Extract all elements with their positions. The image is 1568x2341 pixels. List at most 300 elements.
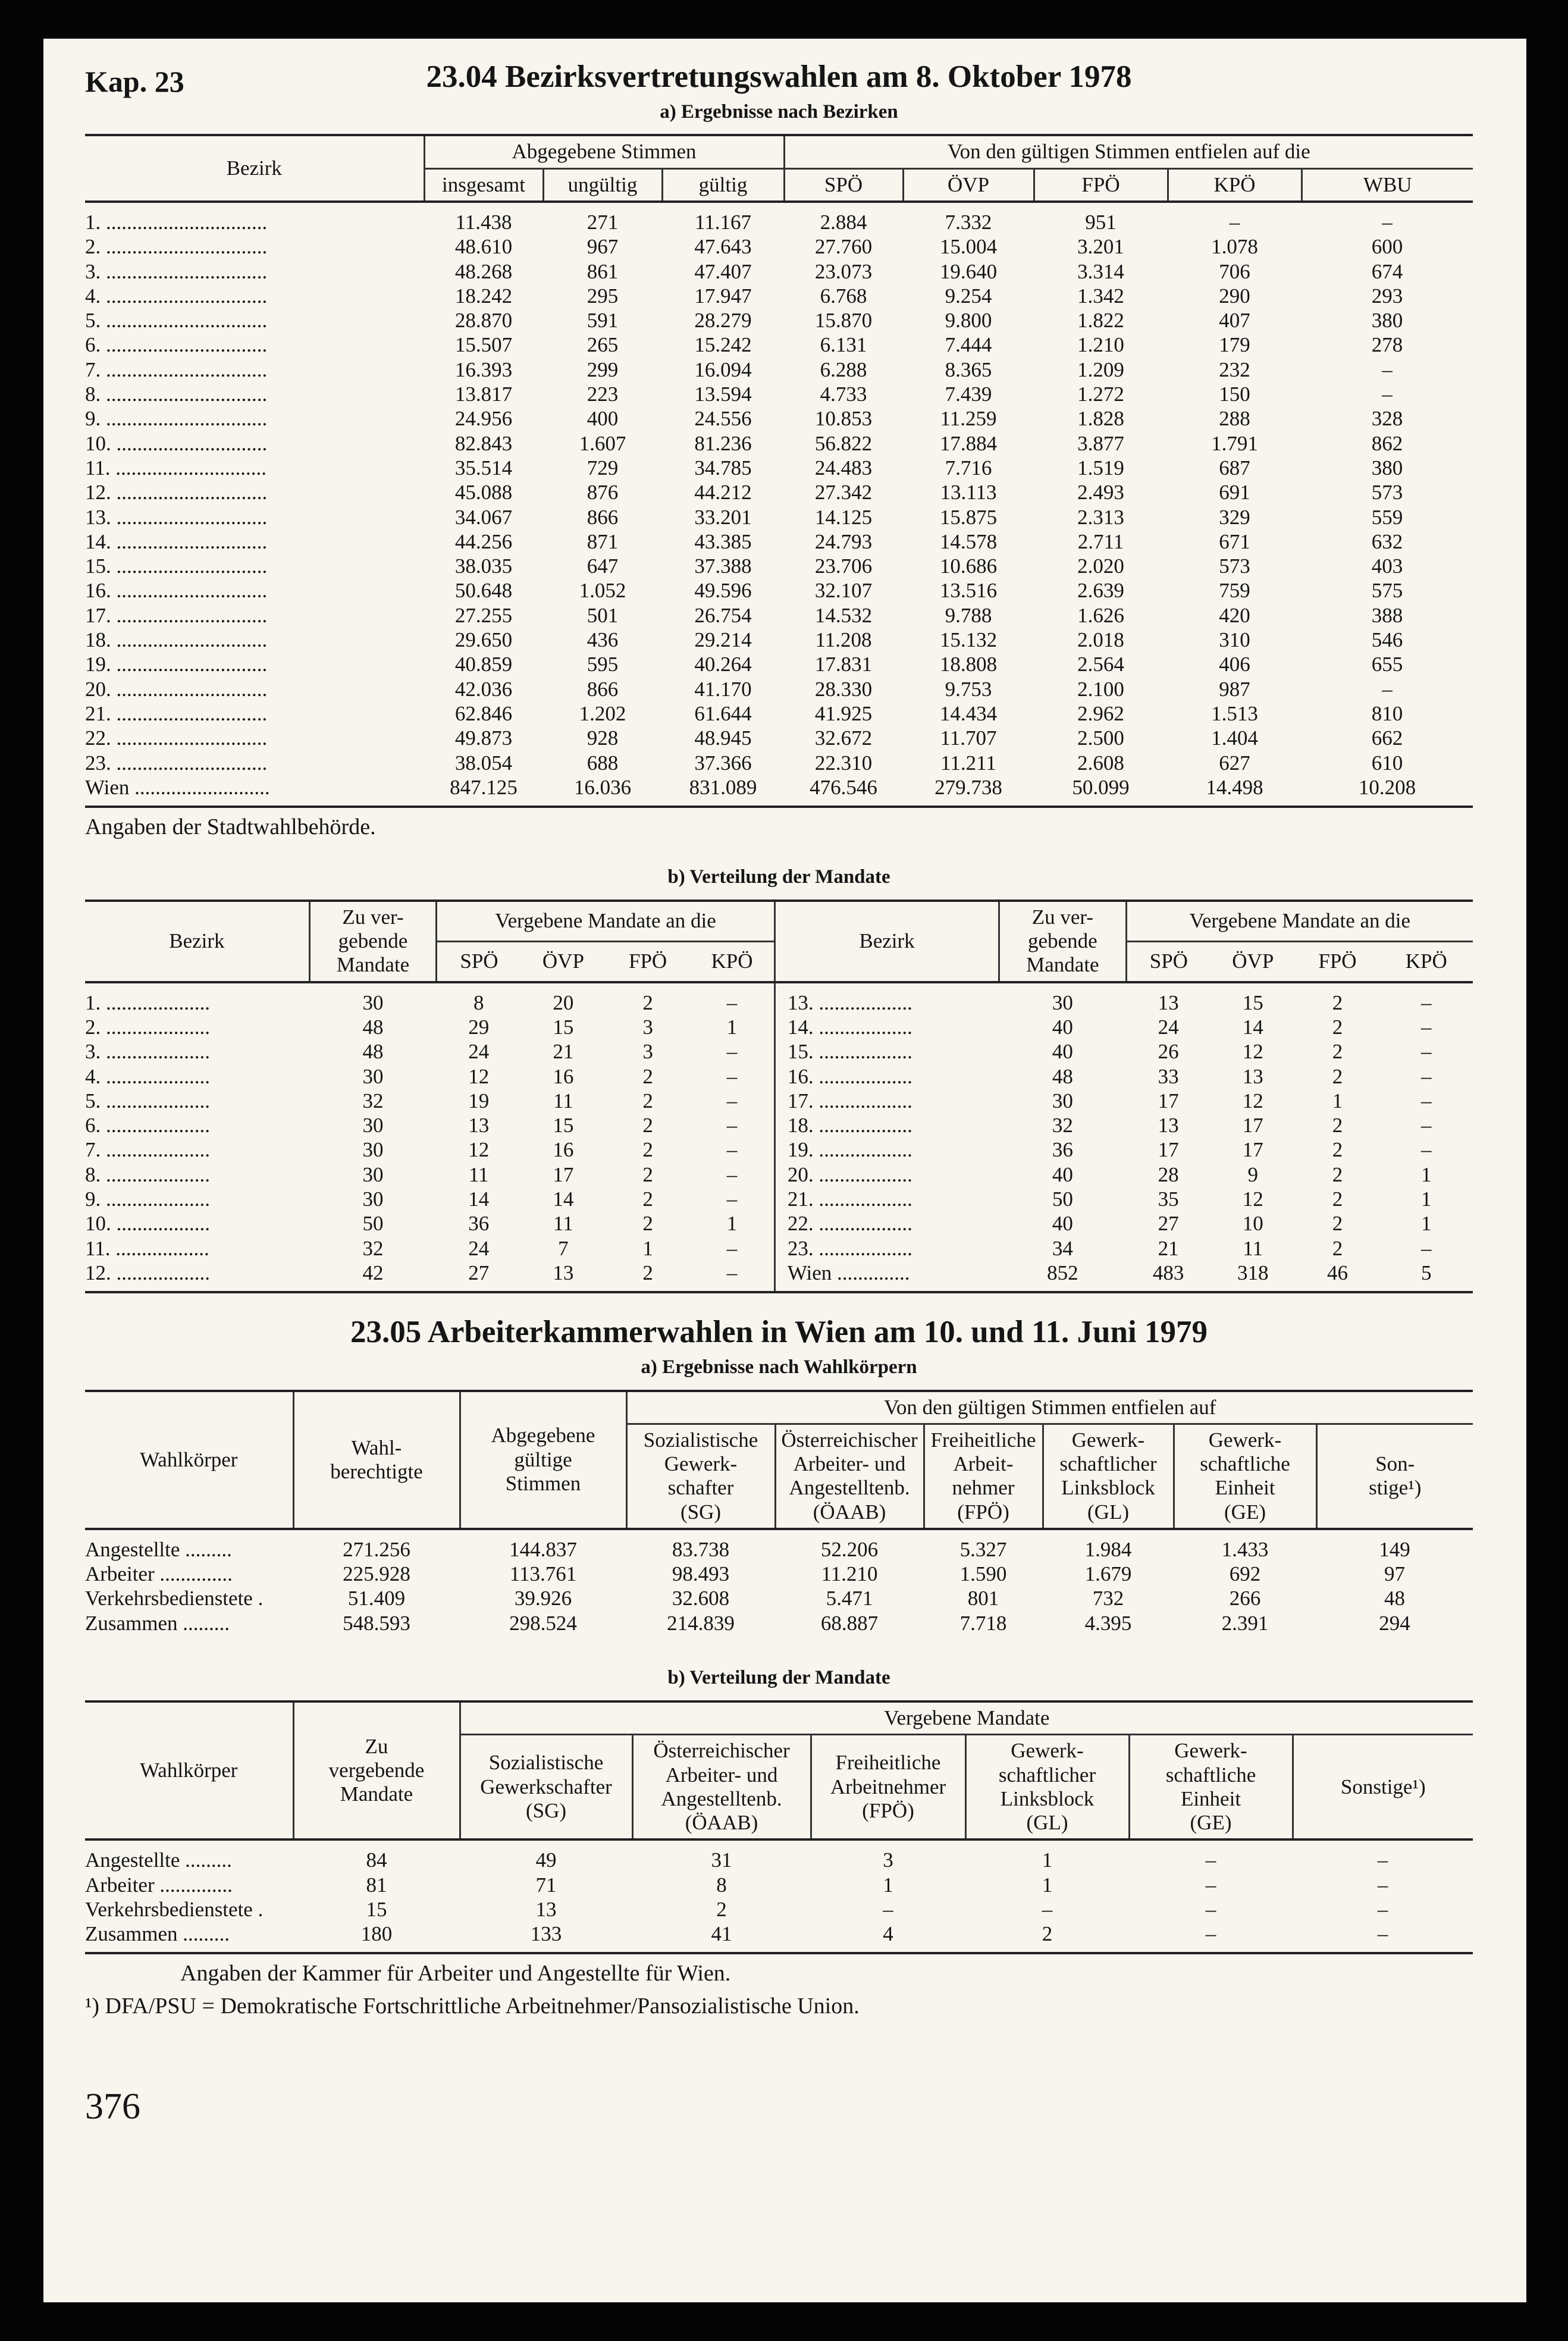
cell-value: 56.822 (814, 431, 873, 455)
cell-value: 3 (642, 1015, 653, 1039)
cell-value: 9 (1247, 1162, 1259, 1186)
cell-value: 28.279 (694, 309, 752, 333)
table-row (85, 1236, 1473, 1261)
subheader-cell: Gewerk- schaftlicher Linksblock (GL) (1043, 1424, 1174, 1529)
cell-value: 5 (1380, 1261, 1473, 1292)
cell-value: 10 (1242, 1212, 1263, 1236)
table-row (85, 1839, 1473, 1872)
cell-value: – (1382, 210, 1393, 234)
cell-value: 2 (1332, 1138, 1343, 1162)
cell-value: 33 (1158, 1064, 1179, 1088)
subheader-cell: SPÖ (784, 168, 903, 202)
cell-value: 50.648 (454, 579, 513, 603)
cell-value: – (1377, 1873, 1388, 1897)
row-label: Wien .......................... (85, 775, 424, 807)
cell-value: 19.640 (939, 259, 998, 283)
subheader-cell: WBU (1302, 168, 1473, 202)
cell-value: 32 (362, 1089, 384, 1112)
row-label: 13. .................. (774, 982, 999, 1015)
row-label: 21. ............................. (85, 701, 268, 725)
cell-value: 13 (1158, 1114, 1179, 1137)
row-label: 15. .................. (774, 1039, 999, 1064)
cell-value: 34.067 (454, 505, 513, 529)
table-2304-b (85, 900, 1473, 1293)
cell-value: – (1293, 1922, 1473, 1953)
cell-value: 11.211 (940, 751, 996, 775)
cell-value: 1.626 (1077, 603, 1124, 627)
cell-value: 16.094 (694, 358, 752, 381)
cell-value: 13.516 (939, 579, 998, 603)
cell-value: 501 (587, 603, 619, 627)
cell-value: 15 (553, 1015, 574, 1039)
cell-value: 14.578 (939, 529, 998, 553)
row-label: Verkehrsbedienstete . (85, 1897, 264, 1921)
table-row (85, 982, 1473, 1015)
table-2305-b-body (85, 1839, 1473, 1953)
cell-value: – (1377, 1897, 1388, 1921)
cell-value: 17 (1242, 1114, 1263, 1137)
table-row (85, 308, 1473, 333)
cell-value: 13.594 (694, 383, 752, 406)
cell-value: 4.395 (1084, 1611, 1132, 1635)
cell-value: 573 (1371, 481, 1403, 504)
cell-value: 71 (535, 1873, 557, 1897)
cell-value: 39.926 (514, 1587, 572, 1610)
cell-value: 27 (437, 1261, 521, 1292)
cell-value: 15 (1242, 991, 1263, 1014)
cell-value: 17 (1242, 1138, 1263, 1162)
cell-value: 610 (1371, 751, 1403, 775)
row-label: 6. ............................... (85, 333, 268, 357)
section-2305-subtitle-a: a) Ergebnisse nach Wahlkörpern (641, 1356, 917, 1378)
subheader-cell: ÖVP (542, 949, 584, 973)
cell-value: 214.839 (667, 1611, 735, 1635)
cell-value: – (726, 1187, 738, 1211)
cell-value: 17.884 (939, 431, 998, 455)
table-row (85, 701, 1473, 726)
cell-value: 2.711 (1077, 529, 1124, 553)
cell-value: 1.272 (1077, 383, 1124, 406)
cell-value: 293 (1371, 284, 1403, 308)
subheader-cell: FPÖ (1318, 949, 1357, 973)
cell-value: 37.366 (694, 751, 752, 775)
subheader-cell: gültig (662, 168, 784, 202)
cell-value: 41 (632, 1922, 811, 1953)
cell-value: – (1205, 1848, 1216, 1872)
table-row (85, 382, 1473, 406)
cell-value: 2.100 (1077, 677, 1124, 701)
cell-value: – (1421, 1040, 1432, 1064)
cell-value: 81.236 (694, 431, 752, 455)
subheader-cell: KPÖ (711, 949, 753, 973)
cell-value: 82.843 (454, 431, 513, 455)
cell-value: 30 (362, 1064, 384, 1088)
cell-value: 801 (967, 1587, 999, 1610)
cell-value: 13 (468, 1114, 490, 1137)
row-label: 12. .................. (85, 1261, 309, 1292)
cell-value: 15.507 (454, 333, 513, 357)
table-2305-a (85, 1390, 1473, 1641)
section-2304-title: 23.04 Bezirksvertretungswahlen am 8. Oktober 1978 (426, 59, 1132, 94)
page-number: 376 (85, 2086, 140, 2127)
cell-value: 24 (468, 1040, 490, 1064)
cell-value: 3.201 (1077, 235, 1124, 259)
cell-value: – (690, 1261, 774, 1292)
cell-value: – (1382, 677, 1393, 701)
cell-value: 2 (1332, 1212, 1343, 1236)
subheader-cell: Freiheitliche Arbeit- nehmer (FPÖ) (924, 1424, 1043, 1529)
cell-value: 62.846 (454, 701, 513, 725)
cell-value: 2 (642, 1114, 653, 1137)
cell-value: 30 (362, 1162, 384, 1186)
cell-value: 12 (1242, 1089, 1263, 1112)
th-b-bezirk-right: Bezirk (774, 901, 999, 982)
subheader-cell: Gewerk- schaftlicher Linksblock (GL) (965, 1735, 1129, 1840)
row-label: 14. .................. (774, 1015, 999, 1039)
row-label: 2. .................... (85, 1015, 210, 1039)
cell-value: 27 (1158, 1212, 1179, 1236)
table-row (85, 1137, 1473, 1162)
row-label: 23. .................. (774, 1236, 999, 1261)
table-row (85, 1211, 1473, 1236)
cell-value: – (1421, 1089, 1432, 1112)
cell-value: 2.313 (1077, 505, 1124, 529)
cell-value: 831.089 (662, 775, 784, 807)
cell-value: – (1382, 383, 1393, 406)
cell-value: 2.564 (1077, 653, 1124, 676)
cell-value: 14.532 (814, 603, 873, 627)
cell-value: 9.254 (945, 284, 992, 308)
cell-value: 9.788 (945, 603, 992, 627)
cell-value: 1 (726, 1212, 738, 1236)
subheader-cell: KPÖ (1405, 949, 1447, 973)
cell-value: 11 (553, 1089, 573, 1112)
cell-value: 37.388 (694, 554, 752, 578)
chapter-label: Kap. 23 (85, 65, 184, 98)
cell-value: – (726, 1114, 738, 1137)
cell-value: 46 (1295, 1261, 1379, 1292)
cell-value: 3 (883, 1848, 893, 1872)
cell-value: 967 (587, 235, 619, 259)
cell-value: 28.870 (454, 309, 513, 333)
cell-value: – (726, 1089, 738, 1112)
cell-value: 2 (642, 1212, 653, 1236)
subheader-cell: ÖVP (903, 168, 1034, 202)
cell-value: 318 (1211, 1261, 1295, 1292)
table-2304-a (85, 134, 1473, 808)
row-label: 20. .................. (774, 1162, 999, 1187)
cell-value: 299 (587, 358, 619, 381)
cell-value: – (726, 1138, 738, 1162)
cell-value: 5.471 (826, 1587, 873, 1610)
row-label: 12. ............................. (85, 481, 268, 504)
row-label: 19. .................. (774, 1137, 999, 1162)
cell-value: 50 (1052, 1187, 1073, 1211)
cell-value: 655 (1371, 653, 1403, 676)
cell-value: 15.875 (939, 505, 998, 529)
cell-value: 2.608 (1077, 751, 1124, 775)
cell-value: 647 (587, 554, 619, 578)
row-label: 4. .................... (85, 1064, 210, 1088)
cell-value: 48.268 (454, 259, 513, 283)
cell-value: 987 (1219, 677, 1250, 701)
subheader-cell: ungültig (543, 168, 662, 202)
cell-value: 7.716 (945, 456, 992, 480)
subheader-cell: Son- stige¹) (1316, 1424, 1473, 1529)
row-label: 17. .................. (774, 1089, 999, 1113)
cell-value: 14.498 (1168, 775, 1302, 807)
cell-value: 876 (587, 481, 619, 504)
cell-value: – (1421, 1114, 1432, 1137)
cell-value: 2.500 (1077, 726, 1124, 750)
cell-value: 1 (1421, 1187, 1432, 1211)
cell-value: 47.643 (694, 235, 752, 259)
cell-value: 546 (1371, 628, 1403, 652)
cell-value: 44.256 (454, 529, 513, 553)
cell-value: 29.214 (694, 628, 752, 652)
cell-value: 10.686 (939, 554, 998, 578)
row-label: 9. .................... (85, 1187, 210, 1211)
cell-value: 232 (1219, 358, 1250, 381)
cell-value: 1.404 (1211, 726, 1258, 750)
row-label: 10. .................. (85, 1212, 210, 1236)
cell-value: 17.831 (814, 653, 873, 676)
row-label: 4. ............................... (85, 284, 268, 308)
subheader-cell: Gewerk- schaftliche Einheit (GE) (1174, 1424, 1316, 1529)
row-label: 5. .................... (85, 1089, 210, 1112)
cell-value: – (1377, 1848, 1388, 1872)
row-label: 3. ............................... (85, 259, 268, 283)
cell-value: 7.439 (945, 383, 992, 406)
subheader-cell: Österreichischer Arbeiter- und Angestelltenb. (ÖAAB) (775, 1424, 924, 1529)
cell-value: 97 (1384, 1562, 1405, 1586)
cell-value: 40.859 (454, 653, 513, 676)
row-label: 15. ............................. (85, 554, 268, 578)
cell-value: 1 (1421, 1162, 1432, 1186)
cell-value: 265 (587, 333, 619, 357)
cell-value: 2 (642, 1187, 653, 1211)
row-label: 8. .................... (85, 1162, 210, 1186)
cell-value: 1.822 (1077, 309, 1124, 333)
cell-value: 2 (642, 1064, 653, 1088)
cell-value: 40 (1052, 1040, 1073, 1064)
cell-value: 12 (1242, 1187, 1263, 1211)
source-2304-a: Angaben der Stadtwahlbehörde. (85, 814, 376, 840)
cell-value: 2 (1332, 1064, 1343, 1088)
cell-value: 49 (535, 1848, 557, 1872)
cell-value: – (1421, 1138, 1432, 1162)
cell-value: – (1421, 1236, 1432, 1260)
cell-value: 1.984 (1084, 1537, 1132, 1561)
cell-value: 559 (1371, 505, 1403, 529)
cell-value: 83.738 (672, 1537, 730, 1561)
table-row (85, 1562, 1473, 1586)
cell-value: 10.853 (814, 407, 873, 431)
cell-value: 2 (642, 1089, 653, 1112)
cell-value: 9.753 (945, 677, 992, 701)
cell-value: 436 (587, 628, 619, 652)
table-2304-b-body (85, 982, 1473, 1293)
cell-value: 7.718 (959, 1611, 1007, 1635)
cell-value: 24.556 (694, 407, 752, 431)
table-row (85, 505, 1473, 529)
row-label: 22. ............................. (85, 726, 268, 750)
cell-value: 24.483 (814, 456, 873, 480)
cell-value: 18.808 (939, 653, 998, 676)
cell-value: 48 (1052, 1064, 1073, 1088)
cell-value: – (726, 1064, 738, 1088)
cell-value: 14 (1242, 1015, 1263, 1039)
page (43, 39, 1526, 2302)
cell-value: 30 (1052, 991, 1073, 1014)
cell-value: 149 (1379, 1537, 1410, 1561)
cell-value: 26.754 (694, 603, 752, 627)
cell-value: 2.018 (1077, 628, 1124, 652)
cell-value: 12 (468, 1064, 490, 1088)
cell-value: 1 (642, 1236, 653, 1260)
cell-value: 600 (1371, 235, 1403, 259)
cell-value: 29 (468, 1015, 490, 1039)
cell-value: 14 (468, 1187, 490, 1211)
cell-value: 2.391 (1221, 1611, 1269, 1635)
cell-value: 688 (587, 751, 619, 775)
cell-value: 866 (587, 677, 619, 701)
cell-value: – (726, 1162, 738, 1186)
cell-value: 862 (1371, 431, 1403, 455)
cell-value: 6.288 (820, 358, 867, 381)
th-b-bezirk-left: Bezirk (85, 901, 309, 982)
cell-value: 5.327 (959, 1537, 1007, 1561)
cell-value: 44.212 (694, 481, 752, 504)
row-label: 6. .................... (85, 1114, 210, 1137)
cell-value: 30 (362, 991, 384, 1014)
cell-value: 133 (460, 1922, 632, 1953)
cell-value: 3.314 (1077, 259, 1124, 283)
cell-value: 23.706 (814, 554, 873, 578)
cell-value: 17 (553, 1162, 574, 1186)
table-2304-a-body (85, 202, 1473, 807)
cell-value: 847.125 (424, 775, 543, 807)
table-row (85, 480, 1473, 504)
cell-value: 2 (642, 1162, 653, 1186)
cell-value: – (1421, 991, 1432, 1014)
cell-value: 1.519 (1077, 456, 1124, 480)
cell-value: 27.760 (814, 235, 873, 259)
th-d-wahlkoerper: Wahlkörper (85, 1701, 293, 1839)
subheader-cell: Sozialistische Gewerk- schafter (SG) (626, 1424, 775, 1529)
row-label: 18. ............................. (85, 628, 268, 652)
cell-value: 2.884 (820, 210, 867, 234)
table-row (85, 726, 1473, 750)
cell-value: 40 (1052, 1015, 1073, 1039)
cell-value: 6.131 (820, 333, 867, 357)
cell-value: 729 (587, 456, 619, 480)
th-entfielen: Von den gültigen Stimmen entfielen auf die (784, 135, 1473, 168)
cell-value: 1 (1042, 1848, 1053, 1872)
row-label: 3. .................... (85, 1040, 210, 1064)
cell-value: 35.514 (454, 456, 513, 480)
cell-value: 18.242 (454, 284, 513, 308)
cell-value: 2.962 (1077, 701, 1124, 725)
cell-value: 7 (558, 1236, 569, 1260)
table-row (85, 628, 1473, 652)
cell-value: 8 (716, 1873, 727, 1897)
th-b-zu-left: Zu ver- gebende Mandate (309, 901, 436, 982)
cell-value: 1.052 (579, 579, 626, 603)
th-b-vergebene-left: Vergebene Mandate an die (437, 901, 775, 941)
cell-value: 7.332 (945, 210, 992, 234)
cell-value: 15 (366, 1897, 387, 1921)
cell-value: 13 (1242, 1064, 1263, 1088)
table-row (85, 1162, 1473, 1187)
table-row (85, 1586, 1473, 1610)
table-row (85, 751, 1473, 775)
cell-value: 40 (1052, 1212, 1073, 1236)
th-b-zu-right: Zu ver- gebende Mandate (999, 901, 1126, 982)
cell-value: 51.409 (347, 1587, 406, 1610)
cell-value: 41.170 (694, 677, 752, 701)
cell-value: 15.004 (939, 235, 998, 259)
cell-value: 692 (1229, 1562, 1261, 1586)
cell-value: 45.088 (454, 481, 513, 504)
cell-value: 2.020 (1077, 554, 1124, 578)
cell-value: 48.945 (694, 726, 752, 750)
cell-value: 2 (1332, 1015, 1343, 1039)
th-c-abgegeben: Abgegebene gültige Stimmen (460, 1391, 626, 1529)
cell-value: 113.761 (509, 1562, 577, 1586)
cell-value: 1.202 (579, 701, 626, 725)
cell-value: 13.817 (454, 383, 513, 406)
cell-value: 223 (587, 383, 619, 406)
cell-value: 687 (1219, 456, 1250, 480)
row-label: 16. .................. (774, 1064, 999, 1089)
row-label: Angestellte ......... (85, 1537, 232, 1561)
th-c-berechtigte: Wahl- berechtigte (293, 1391, 460, 1529)
cell-value: 6.768 (820, 284, 867, 308)
cell-value: 40.264 (694, 653, 752, 676)
cell-value: 14.125 (814, 505, 873, 529)
section-2304-subtitle-a: a) Ergebnisse nach Bezirken (660, 101, 898, 123)
cell-value: 24.793 (814, 529, 873, 553)
cell-value: 11 (553, 1212, 573, 1236)
row-label: 2. ............................... (85, 235, 268, 259)
cell-value: 595 (587, 653, 619, 676)
cell-value: 48 (362, 1040, 384, 1064)
subheader-cell: ÖVP (1232, 949, 1274, 973)
cell-value: 11.210 (821, 1562, 878, 1586)
cell-value: – (1042, 1897, 1053, 1921)
cell-value: 1.607 (579, 431, 626, 455)
cell-value: 866 (587, 505, 619, 529)
cell-value: 9.800 (945, 309, 992, 333)
cell-value: 1 (1421, 1212, 1432, 1236)
cell-value: 31 (711, 1848, 732, 1872)
cell-value: 68.887 (820, 1611, 879, 1635)
subheader-cell: KPÖ (1168, 168, 1302, 202)
cell-value: 548.593 (343, 1611, 410, 1635)
cell-value: 16.393 (454, 358, 513, 381)
cell-value: 17 (1158, 1138, 1179, 1162)
cell-value: 81 (366, 1873, 387, 1897)
cell-value: 294 (1379, 1611, 1410, 1635)
cell-value: 632 (1371, 529, 1403, 553)
table-row (85, 1261, 1473, 1292)
cell-value: 28 (1158, 1162, 1179, 1186)
cell-value: 732 (1092, 1587, 1124, 1610)
cell-value: 38.054 (454, 751, 513, 775)
cell-value: 3 (642, 1040, 653, 1064)
cell-value: 8.365 (945, 358, 992, 381)
